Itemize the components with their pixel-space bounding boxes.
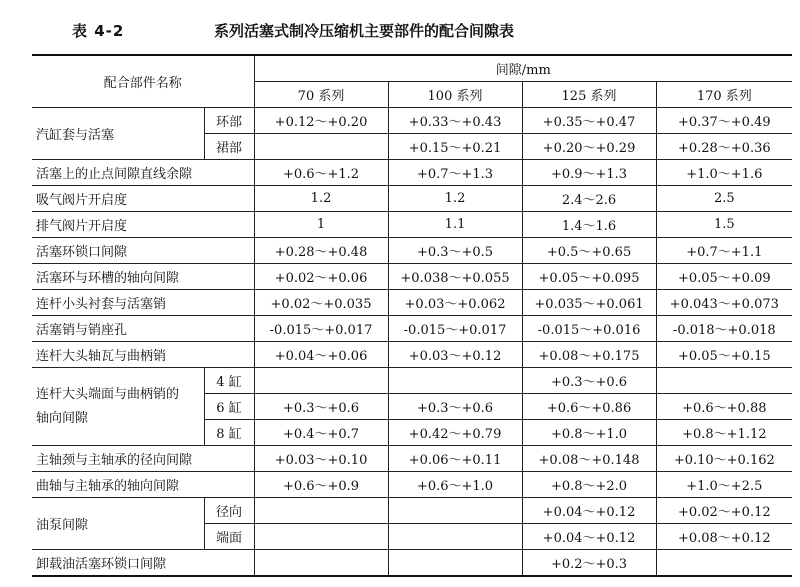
- row-name: 油泵间隙: [32, 498, 204, 550]
- table-cell: +0.02～+0.035: [254, 290, 388, 316]
- table-cell: +0.035～+0.061: [522, 290, 656, 316]
- table-cell: 1.2: [254, 186, 388, 212]
- table-cell: [388, 550, 522, 577]
- table-cell: -0.015～+0.016: [522, 316, 656, 342]
- table-cell: +1.0～+2.5: [656, 472, 792, 498]
- table-cell: [254, 134, 388, 160]
- table-cell: +0.05～+0.095: [522, 264, 656, 290]
- header-series: 170 系列: [656, 82, 792, 108]
- table-cell: [254, 550, 388, 577]
- table-cell: +0.37～+0.49: [656, 108, 792, 134]
- table-cell: [254, 524, 388, 550]
- row-subname: 径向: [204, 498, 254, 524]
- table-cell: +0.9～+1.3: [522, 160, 656, 186]
- table-cell: -0.018～+0.018: [656, 316, 792, 342]
- row-name: 活塞环与环槽的轴向间隙: [32, 264, 254, 290]
- row-name: 主轴颈与主轴承的径向间隙: [32, 446, 254, 472]
- header-series: 100 系列: [388, 82, 522, 108]
- table-cell: +0.3～+0.6: [254, 394, 388, 420]
- table-cell: 1.1: [388, 212, 522, 238]
- table-cell: +0.8～+2.0: [522, 472, 656, 498]
- table-cell: +0.3～+0.6: [388, 394, 522, 420]
- row-name: 活塞环锁口间隙: [32, 238, 254, 264]
- table-cell: [388, 524, 522, 550]
- table-cell: +0.03～+0.12: [388, 342, 522, 368]
- table-cell: +0.04～+0.06: [254, 342, 388, 368]
- table-caption: [0, 20, 800, 44]
- table-cell: +0.2～+0.3: [522, 550, 656, 577]
- table-cell: +0.35～+0.47: [522, 108, 656, 134]
- table-cell: 1.5: [656, 212, 792, 238]
- table-cell: +0.6～+0.86: [522, 394, 656, 420]
- row-subname: 环部: [204, 108, 254, 134]
- table-cell: +0.04～+0.12: [522, 498, 656, 524]
- table-cell: [656, 368, 792, 394]
- table-cell: +0.4～+0.7: [254, 420, 388, 446]
- table-cell: +0.15～+0.21: [388, 134, 522, 160]
- table-cell: [254, 368, 388, 394]
- table-cell: +0.02～+0.06: [254, 264, 388, 290]
- row-name: [32, 368, 204, 446]
- table-cell: +0.7～+1.1: [656, 238, 792, 264]
- table-cell: +0.05～+0.09: [656, 264, 792, 290]
- table-cell: +0.3～+0.5: [388, 238, 522, 264]
- row-subname: 4 缸: [204, 368, 254, 394]
- row-name: 连杆大头轴瓦与曲柄销: [32, 342, 254, 368]
- table-cell: +0.28～+0.36: [656, 134, 792, 160]
- row-name: 汽缸套与活塞: [32, 108, 204, 160]
- table-cell: +0.7～+1.3: [388, 160, 522, 186]
- row-subname: 裙部: [204, 134, 254, 160]
- table-cell: +0.3～+0.6: [522, 368, 656, 394]
- row-name: 卸载油活塞环锁口间隙: [32, 550, 254, 577]
- table-cell: +0.12～+0.20: [254, 108, 388, 134]
- table-cell: -0.015～+0.017: [254, 316, 388, 342]
- table-cell: +0.6～+1.0: [388, 472, 522, 498]
- row-name: 曲轴与主轴承的轴向间隙: [32, 472, 254, 498]
- table-cell: 2.5: [656, 186, 792, 212]
- table-cell: [388, 368, 522, 394]
- row-subname: 8 缸: [204, 420, 254, 446]
- table-cell: +0.05～+0.15: [656, 342, 792, 368]
- table-cell: +0.038～+0.055: [388, 264, 522, 290]
- row-name-line: 连杆大头端面与曲柄销的: [36, 386, 180, 402]
- table-cell: 1.2: [388, 186, 522, 212]
- table-cell: +0.08～+0.12: [656, 524, 792, 550]
- clearance-table: [32, 54, 792, 577]
- row-name: 活塞销与销座孔: [32, 316, 254, 342]
- table-cell: +0.42～+0.79: [388, 420, 522, 446]
- header-gap-unit: 间隙/mm: [254, 55, 792, 82]
- row-name-line: 轴向间隙: [36, 410, 89, 426]
- table-cell: +0.03～+0.10: [254, 446, 388, 472]
- table-cell: +1.0～+1.6: [656, 160, 792, 186]
- table-title: 系列活塞式制冷压缩机主要部件的配合间隙表: [214, 22, 515, 40]
- table-cell: +0.8～+1.0: [522, 420, 656, 446]
- row-name: 活塞上的止点间隙直线余隙: [32, 160, 254, 186]
- table-cell: 1: [254, 212, 388, 238]
- table-cell: -0.015～+0.017: [388, 316, 522, 342]
- table-cell: +0.06～+0.11: [388, 446, 522, 472]
- table-cell: +0.28～+0.48: [254, 238, 388, 264]
- table-cell: +0.33～+0.43: [388, 108, 522, 134]
- row-name: 连杆小头衬套与活塞销: [32, 290, 254, 316]
- table-cell: +0.10～+0.162: [656, 446, 792, 472]
- table-cell: +0.5～+0.65: [522, 238, 656, 264]
- table-cell: [656, 550, 792, 577]
- table-cell: +0.8～+1.12: [656, 420, 792, 446]
- table-cell: +0.6～+1.2: [254, 160, 388, 186]
- table-cell: +0.04～+0.12: [522, 524, 656, 550]
- table-number: 表 4-2: [72, 22, 125, 40]
- table-cell: 1.4～1.6: [522, 212, 656, 238]
- row-subname: 端面: [204, 524, 254, 550]
- header-series: 125 系列: [522, 82, 656, 108]
- table-cell: +0.02～+0.12: [656, 498, 792, 524]
- table-cell: +0.03～+0.062: [388, 290, 522, 316]
- row-subname: 6 缸: [204, 394, 254, 420]
- table-cell: +0.6～+0.9: [254, 472, 388, 498]
- table-cell: +0.043～+0.073: [656, 290, 792, 316]
- table-cell: 2.4～2.6: [522, 186, 656, 212]
- table-cell: +0.20～+0.29: [522, 134, 656, 160]
- header-part-name: 配合部件名称: [32, 55, 254, 108]
- table-cell: [254, 498, 388, 524]
- row-name: 排气阀片开启度: [32, 212, 254, 238]
- table-cell: [388, 498, 522, 524]
- table-cell: +0.08～+0.148: [522, 446, 656, 472]
- row-name: 吸气阀片开启度: [32, 186, 254, 212]
- table-cell: +0.08～+0.175: [522, 342, 656, 368]
- table-cell: +0.6～+0.88: [656, 394, 792, 420]
- header-series: 70 系列: [254, 82, 388, 108]
